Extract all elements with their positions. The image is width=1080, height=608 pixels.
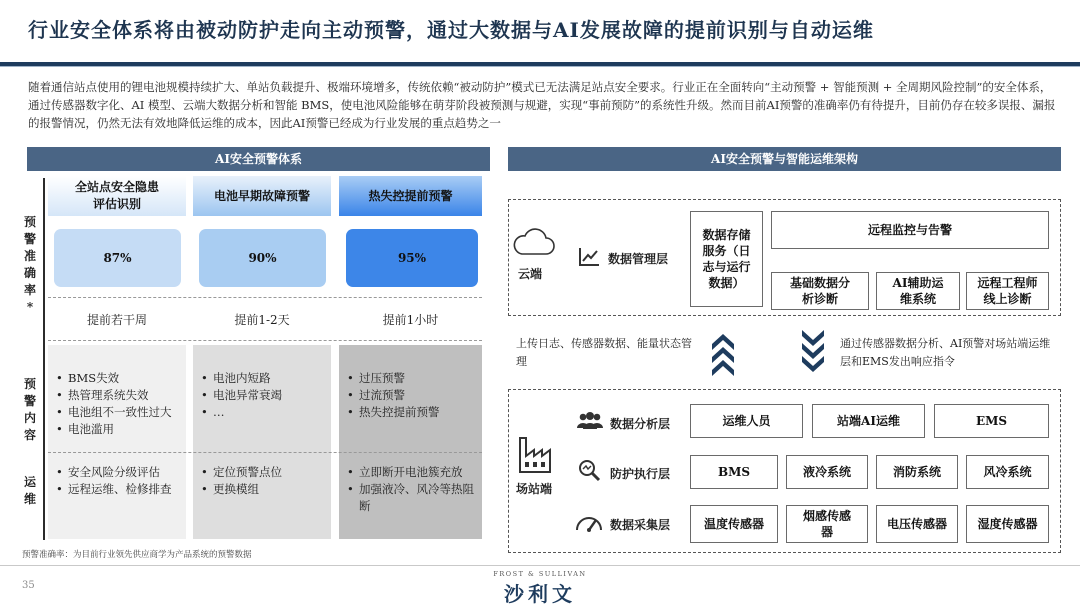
accuracy-2: 90% bbox=[199, 229, 326, 287]
lead-time-3: 提前1小时 bbox=[382, 312, 439, 327]
analysis-box-2: 站端AI运维 bbox=[812, 404, 925, 438]
ops-item: • 安全风险分级评估 bbox=[56, 464, 182, 481]
layer-label-collection: 数据采集层 bbox=[610, 518, 671, 532]
brand-en: FROST & SULLIVAN bbox=[493, 570, 587, 578]
col-title-3: 热失控提前预警 bbox=[368, 188, 453, 203]
left-axis-line bbox=[43, 178, 45, 540]
magnifier-icon bbox=[577, 458, 601, 482]
sensor-box-4: 湿度传感器 bbox=[966, 505, 1049, 543]
col-header-3 bbox=[339, 176, 482, 216]
ops-item: • 立即断开电池簇充放 bbox=[347, 464, 477, 481]
ops-item: • 加强液冷、风冷等热阻断 bbox=[347, 481, 477, 515]
content-item: • 过流预警 bbox=[347, 387, 477, 404]
monitor-box: 远程监控与告警 bbox=[771, 211, 1049, 249]
up-arrows-icon bbox=[708, 330, 738, 376]
protection-box-2: 液冷系统 bbox=[786, 455, 868, 489]
row-label-accuracy: 预警准确率* bbox=[23, 215, 36, 314]
sensor-box-2: 烟感传感器 bbox=[786, 505, 868, 543]
page-number: 35 bbox=[22, 580, 35, 591]
right-section-header: AI安全预警与智能运维架构 bbox=[508, 147, 1061, 171]
col-header-1 bbox=[48, 176, 186, 216]
content-item: • 电池滥用 bbox=[56, 421, 182, 438]
col-title-1: 全站点安全隐患评估识别 bbox=[75, 180, 160, 211]
content-item: • 热失控提前预警 bbox=[347, 404, 477, 421]
content-list-3 bbox=[347, 370, 477, 421]
ops-item: • 定位预警点位 bbox=[201, 464, 327, 481]
content-list-1 bbox=[56, 370, 182, 438]
footnote: 预警准确率：为目前行业领先供应商学为产品系统的预警数据 bbox=[22, 550, 252, 560]
content-item: • 电池异常衰竭 bbox=[201, 387, 327, 404]
content-item: • … bbox=[201, 404, 327, 421]
storage-box bbox=[690, 211, 763, 307]
protection-box-4: 风冷系统 bbox=[966, 455, 1049, 489]
chart-icon bbox=[577, 246, 601, 268]
row-label-ops: 运维 bbox=[23, 475, 36, 506]
content-item: • 电池内短路 bbox=[201, 370, 327, 387]
row-label-content: 预警内容 bbox=[23, 377, 36, 442]
lead-time-1: 提前若干周 bbox=[86, 312, 147, 327]
gauge-icon bbox=[574, 512, 604, 532]
upload-text: 上传日志、传感器数据、能量状态管理 bbox=[516, 337, 692, 368]
accuracy-1: 87% bbox=[54, 229, 181, 287]
ops-list-2 bbox=[201, 464, 327, 498]
analysis-box-1: 运维人员 bbox=[690, 404, 803, 438]
ops-list-3 bbox=[347, 464, 477, 515]
factory-icon bbox=[517, 434, 553, 474]
service-box-1: 基础数据分析诊断 bbox=[771, 272, 869, 310]
separator-dashed-1 bbox=[48, 297, 482, 298]
footer-rule bbox=[0, 565, 1080, 566]
protection-box-3: 消防系统 bbox=[876, 455, 958, 489]
separator-dashed-3 bbox=[48, 452, 482, 453]
layer-label-analysis: 数据分析层 bbox=[610, 417, 671, 431]
ops-list-1 bbox=[56, 464, 182, 498]
separator-dashed-2 bbox=[48, 340, 482, 341]
sensor-box-3: 电压传感器 bbox=[876, 505, 958, 543]
content-item: • 过压预警 bbox=[347, 370, 477, 387]
col-title-2: 电池早期故障预警 bbox=[213, 188, 310, 203]
sensor-box-1: 温度传感器 bbox=[690, 505, 778, 543]
brand-logo: 沙利文 bbox=[504, 582, 576, 606]
lead-time-2: 提前1-2天 bbox=[234, 312, 290, 327]
service-box-2: AI辅助运维系统 bbox=[876, 272, 960, 310]
down-arrows-icon bbox=[798, 330, 828, 376]
content-item: • BMS失效 bbox=[56, 370, 182, 387]
page-title: 行业安全体系将由被动防护走向主动预警，通过大数据与AI发展故障的提前识别与自动运维 bbox=[28, 18, 874, 42]
col-header-2 bbox=[193, 176, 331, 216]
cloud-layer-label: 数据管理层 bbox=[608, 252, 669, 266]
layer-label-protection: 防护执行层 bbox=[610, 467, 671, 481]
storage-text: 数据存储服务（日志与运行数据） bbox=[702, 228, 751, 290]
service-box-3: 远程工程师线上诊断 bbox=[966, 272, 1049, 310]
analysis-box-3: EMS bbox=[934, 404, 1049, 438]
protection-box-1: BMS bbox=[690, 455, 778, 489]
site-label: 场站端 bbox=[516, 482, 553, 496]
content-item: • 电池组不一致性过大 bbox=[56, 404, 182, 421]
content-list-2 bbox=[201, 370, 327, 421]
ops-item: • 远程运维、检修排查 bbox=[56, 481, 182, 498]
ops-item: • 更换模组 bbox=[201, 481, 327, 498]
accuracy-3: 95% bbox=[346, 229, 478, 287]
people-icon bbox=[575, 411, 605, 431]
command-text: 通过传感器数据分析、AI预警对场站端运维层和EMS发出响应指令 bbox=[840, 337, 1051, 368]
cloud-label: 云端 bbox=[518, 267, 543, 281]
content-item: • 热管理系统失效 bbox=[56, 387, 182, 404]
cloud-icon bbox=[512, 228, 556, 258]
intro-paragraph: 随着通信站点使用的锂电池规模持续扩大、单站负载提升、极端环境增多，传统依赖“被动防护”模式已无法满足站点安全要求。行业正在全面转向“主动预警 + 智能预测 + 全周期风险控制”的安全体系，通过传感器数字化、AI 模型、云端大数据分析和智能 BMS，使电池风险能够在萌芽阶段被预测与规避，实现“事前预防”的系统性升级。然而目前AI预警的准确率仍有待提升，目前仍存在较多误报、漏报的报警情况，仍然无法有效地降低运维的成本，因此AI预警已经成为行业发展的重点趋势之一 bbox=[28, 80, 1056, 130]
title-rule-thin bbox=[0, 66, 1080, 67]
left-section-header: AI安全预警体系 bbox=[27, 147, 490, 171]
